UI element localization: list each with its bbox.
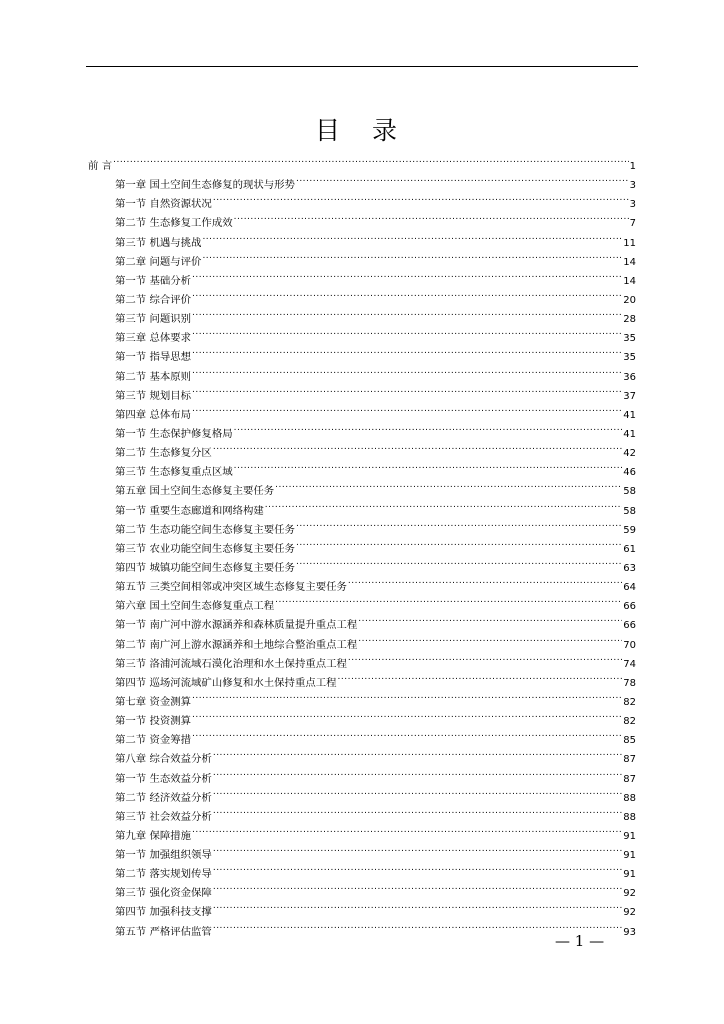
- toc-dot-leader: [296, 169, 629, 188]
- toc-dot-leader: [358, 609, 622, 628]
- toc-page-number: 14: [623, 275, 636, 287]
- toc-dot-leader: [296, 552, 622, 571]
- toc-dot-leader: [213, 858, 622, 877]
- toc-dot-leader: [265, 495, 622, 514]
- toc-entry-title: 第三节 问题识别: [115, 313, 192, 326]
- toc-dot-leader: [358, 629, 622, 648]
- toc-dot-leader: [213, 782, 622, 801]
- toc-page-number: 91: [623, 850, 636, 862]
- toc-dot-leader: [213, 743, 622, 762]
- toc-page-number: 14: [623, 256, 636, 268]
- toc-page-number: 66: [623, 620, 636, 632]
- toc-entry-title: 第一节 生态效益分析: [115, 772, 212, 785]
- toc-entry-title: 第四章 总体布局: [115, 408, 192, 421]
- toc-entry-title: 第三章 总体要求: [115, 332, 192, 345]
- toc-dot-leader: [192, 303, 622, 322]
- toc-dot-leader: [275, 475, 622, 494]
- toc-dot-leader: [192, 686, 622, 705]
- toc-entry-title: 第三节 洛浦河流域石漠化治理和水土保持重点工程: [115, 657, 347, 670]
- toc-entry-title: 第一节 自然资源状况: [115, 198, 212, 211]
- toc-entry-title: 前 言: [88, 160, 113, 172]
- toc-dot-leader: [234, 456, 623, 475]
- toc-page-number: 41: [623, 428, 636, 440]
- toc-entry-title: 第五章 国土空间生态修复主要任务: [115, 485, 275, 498]
- toc-dot-leader: [192, 399, 622, 418]
- toc-dot-leader: [213, 896, 622, 915]
- toc-entry-title: 第二章 问题与评价: [115, 255, 202, 268]
- toc-dot-leader: [192, 265, 622, 284]
- toc-page-number: 82: [623, 716, 636, 728]
- toc-dot-leader: [348, 571, 622, 590]
- toc-dot-leader: [192, 361, 622, 380]
- toc-dot-leader: [296, 533, 622, 552]
- toc-page-number: 61: [623, 543, 636, 555]
- toc-entry-title: 第一节 生态保护修复格局: [115, 427, 233, 440]
- toc-page-number: 46: [623, 467, 636, 479]
- toc-page-number: 88: [623, 792, 636, 804]
- toc-entry-title: 第五节 三类空间相邻或冲突区域生态修复主要任务: [115, 581, 347, 594]
- toc-page-number: 11: [623, 237, 636, 249]
- toc-page-number: 88: [623, 811, 636, 823]
- toc-page-number: 87: [623, 773, 636, 785]
- table-of-contents: [88, 150, 636, 938]
- toc-page-number: 87: [623, 754, 636, 766]
- toc-page-number: 3: [629, 199, 636, 211]
- toc-page-number: 66: [623, 601, 636, 613]
- toc-entry-title: 第二节 基本原则: [115, 370, 192, 383]
- toc-dot-leader: [192, 322, 622, 341]
- toc-dot-leader: [213, 763, 622, 782]
- toc-dot-leader: [275, 590, 622, 609]
- toc-entry-title: 第二节 综合评价: [115, 293, 192, 306]
- toc-entry-title: 第一节 南广河中游水源涵养和森林质量提升重点工程: [115, 619, 358, 632]
- toc-entry-title: 第五节 严格评估监管: [115, 925, 212, 938]
- toc-page-number: 36: [623, 371, 636, 383]
- toc-entry-title: 第三节 强化资金保障: [115, 887, 212, 900]
- toc-dot-leader: [202, 246, 622, 265]
- toc-page-number: 74: [623, 658, 636, 670]
- toc-entry-title: 第六章 国土空间生态修复重点工程: [115, 600, 275, 613]
- toc-dot-leader: [348, 648, 622, 667]
- toc-page-number: 85: [623, 735, 636, 747]
- toc-entry-title: 第二节 南广河上游水源涵养和土地综合整治重点工程: [115, 638, 358, 651]
- toc-entry-title: 第二节 生态功能空间生态修复主要任务: [115, 523, 295, 536]
- toc-page-number: 35: [623, 333, 636, 345]
- toc-page-number: 82: [623, 696, 636, 708]
- toc-entry-title: 第一节 基础分析: [115, 274, 192, 287]
- toc-dot-leader: [234, 418, 623, 437]
- toc-entry-title: 第二节 资金筹措: [115, 734, 192, 747]
- toc-title: 目 录: [315, 116, 409, 145]
- toc-page-number: 92: [623, 888, 636, 900]
- toc-dot-leader: [202, 227, 622, 246]
- toc-page-number: 41: [623, 409, 636, 421]
- toc-page-number: 70: [623, 639, 636, 651]
- toc-page-number: 59: [623, 524, 636, 536]
- toc-page-number: 7: [629, 218, 636, 230]
- toc-entry-title: 第三节 规划目标: [115, 389, 192, 402]
- toc-page-number: 35: [623, 352, 636, 364]
- toc-dot-leader: [192, 820, 622, 839]
- toc-dot-leader: [234, 207, 629, 226]
- toc-page-number: 91: [623, 830, 636, 842]
- toc-entry-title: 第二节 生态修复分区: [115, 447, 212, 460]
- toc-entry-title: 第七章 资金测算: [115, 695, 192, 708]
- toc-entry-title: 第四节 巡场河流域矿山修复和水土保持重点工程: [115, 676, 337, 689]
- toc-entry-title: 第四节 加强科技支撑: [115, 906, 212, 919]
- toc-page-number: 28: [623, 314, 636, 326]
- toc-dot-leader: [213, 877, 622, 896]
- toc-entry-title: 第一章 国土空间生态修复的现状与形势: [115, 179, 295, 192]
- toc-page-number: 20: [623, 294, 636, 306]
- toc-entry-title: 第一节 指导思想: [115, 351, 192, 364]
- toc-page-number: 91: [623, 869, 636, 881]
- toc-entry-title: 第九章 保障措施: [115, 829, 192, 842]
- page-number-footer: — 1 —: [555, 932, 605, 950]
- toc-entry-title: 第三节 社会效益分析: [115, 810, 212, 823]
- toc-entry-title: 第一节 加强组织领导: [115, 849, 212, 862]
- toc-dot-leader: [192, 284, 622, 303]
- toc-entry[interactable]: [88, 169, 636, 192]
- toc-entry-title: 第三节 农业功能空间生态修复主要任务: [115, 542, 295, 555]
- toc-dot-leader: [192, 705, 622, 724]
- toc-dot-leader: [192, 380, 622, 399]
- toc-page-number: 1: [629, 161, 636, 172]
- header-rule: [86, 66, 638, 67]
- toc-dot-leader: [213, 801, 622, 820]
- toc-entry-title: 第一节 重要生态廊道和网络构建: [115, 504, 264, 517]
- toc-dot-leader: [296, 514, 622, 533]
- toc-entry-title: 第二节 落实规划传导: [115, 868, 212, 881]
- toc-page-number: 58: [623, 505, 636, 517]
- toc-entry-title: 第一节 投资测算: [115, 715, 192, 728]
- toc-page-number: 78: [623, 677, 636, 689]
- toc-dot-leader: [113, 150, 629, 169]
- toc-page-number: 64: [623, 582, 636, 594]
- toc-page-number: 93: [623, 926, 636, 938]
- toc-entry-title: 第四节 城镇功能空间生态修复主要任务: [115, 561, 295, 574]
- toc-page-number: 3: [629, 180, 636, 192]
- toc-page-number: 42: [623, 448, 636, 460]
- toc-dot-leader: [338, 667, 623, 686]
- toc-entry[interactable]: [88, 150, 636, 172]
- toc-entry-title: 第三节 生态修复重点区域: [115, 466, 233, 479]
- toc-page-number: 63: [623, 562, 636, 574]
- toc-entry-title: 第三节 机遇与挑战: [115, 236, 202, 249]
- toc-dot-leader: [213, 437, 622, 456]
- toc-entry-title: 第八章 综合效益分析: [115, 753, 212, 766]
- toc-entry-title: 第二节 经济效益分析: [115, 791, 212, 804]
- toc-page-number: 58: [623, 486, 636, 498]
- toc-dot-leader: [213, 839, 622, 858]
- toc-dot-leader: [192, 341, 622, 360]
- toc-page-number: 92: [623, 907, 636, 919]
- toc-page-number: 37: [623, 390, 636, 402]
- toc-dot-leader: [213, 188, 629, 207]
- toc-dot-leader: [192, 724, 622, 743]
- toc-entry-title: 第二节 生态修复工作成效: [115, 217, 233, 230]
